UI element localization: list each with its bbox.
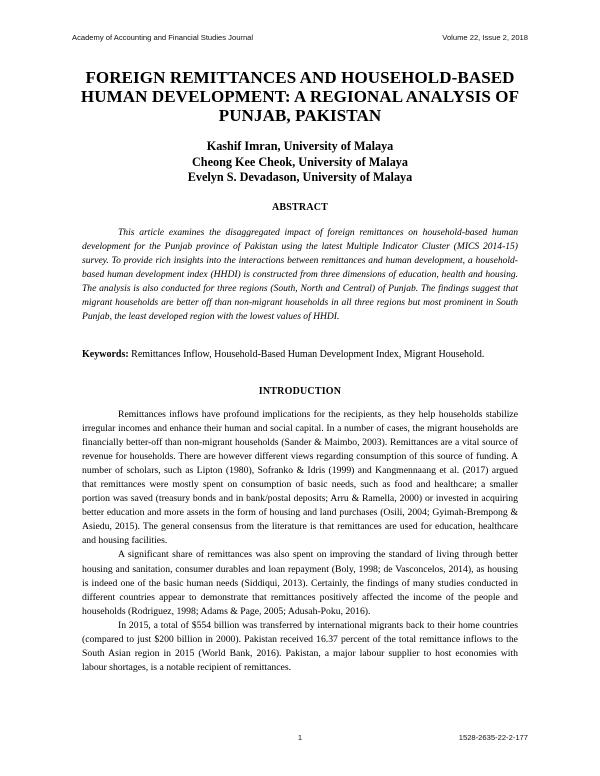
intro-paragraph-1: Remittances inflows have profound implications for the recipients, as they help households stabilize irregular incomes and enhance their human and social capital. In a number of cases, the migrant households are financially better-off than non-migrant households (Sander & Maimbo, 2003). Remittances are a vital source of revenue for households. There are however different views regarding consumption of this source of funding. A number of scholars, such as Lipton (1980), Sofranko & Idris (1999) and Kangmennaang et al. (2017) argued that remittances were mostly spent on consumption of basic needs, such as food and healthcare; a smaller portion was saved (treasury bonds and in bank/postal deposits; Arru & Ramella, 2000) or invested in acquiring better education and more assets in the form of housing and land purchases (Osili, 2004; Gyimah-Brempong & Asiedu, 2015). The general consensus from the literature is that remittances are used for education, healthcare and housing facilities. xyxy=(82,409,518,547)
keywords-label: Keywords: xyxy=(82,349,129,360)
introduction-body xyxy=(82,408,518,675)
page-footer xyxy=(72,733,528,745)
keywords xyxy=(82,348,518,362)
author-3: Evelyn S. Devadason, University of Malaya xyxy=(187,170,413,184)
paper-title: FOREIGN REMITTANCES AND HOUSEHOLD-BASED HUMAN DEVELOPMENT: A REGIONAL ANALYSIS OF PUNJAB, PAKISTAN xyxy=(80,68,520,125)
journal-name: Academy of Accounting and Financial Studies Journal xyxy=(72,33,254,42)
intro-paragraph-2: A significant share of remittances was also spent on improving the standard of living through better housing and sanitation, consumer durables and loan repayment (Boly, 1998; de Vasconcelos, 2014), as housing is indeed one of the basic human needs (Siddiqui, 2013). Certainly, the findings of many studies conducted in different countries appear to demonstrate that remittances positively affected the income of the people and households (Rodriguez, 1998; Adams & Page, 2005; Adusah-Poku, 2016). xyxy=(82,549,518,617)
author-2: Cheong Kee Cheok, University of Malaya xyxy=(192,154,408,169)
author-list xyxy=(60,139,540,186)
abstract-heading: ABSTRACT xyxy=(271,202,329,213)
keywords-text: Remittances Inflow, Household-Based Human Development Index, Migrant Household. xyxy=(131,349,485,360)
intro-paragraph-3: In 2015, a total of $554 billion was transferred by international migrants back to their home countries (compared to just $200 billion in 2000). Pakistan received 16.37 percent of the total remittance inflows to the South Asian region in 2015 (World Bank, 2016). Pakistan, a major labour supplier to host economies with labour shortages, is a notable recipient of remittances. xyxy=(82,619,518,673)
author-1: Kashif Imran, University of Malaya xyxy=(206,139,394,153)
article-code: 1528-2635-22-2-177 xyxy=(458,733,528,742)
page-number: 1 xyxy=(297,733,303,742)
abstract-text: This article examines the disaggregated impact of foreign remittances on household-based human development for the Punjab province of Pakistan using the latest Multiple Indicator Cluster (MICS 2014-15) survey. To provide rich insights into the interactions between remittances and human development, a household-based human development index (HHDI) is constructed from three dimensions of education, health and housing. The analysis is also conducted for three regions (South, North and Central) of Punjab. The findings suggest that migrant households are better off than non-migrant households in all three regions but most prominent in South Punjab, the least developed region with the lowest values of HHDI. xyxy=(82,227,518,323)
introduction-heading: INTRODUCTION xyxy=(258,386,342,397)
volume-issue: Volume 22, Issue 2, 2018 xyxy=(442,33,528,42)
running-header xyxy=(72,33,528,45)
